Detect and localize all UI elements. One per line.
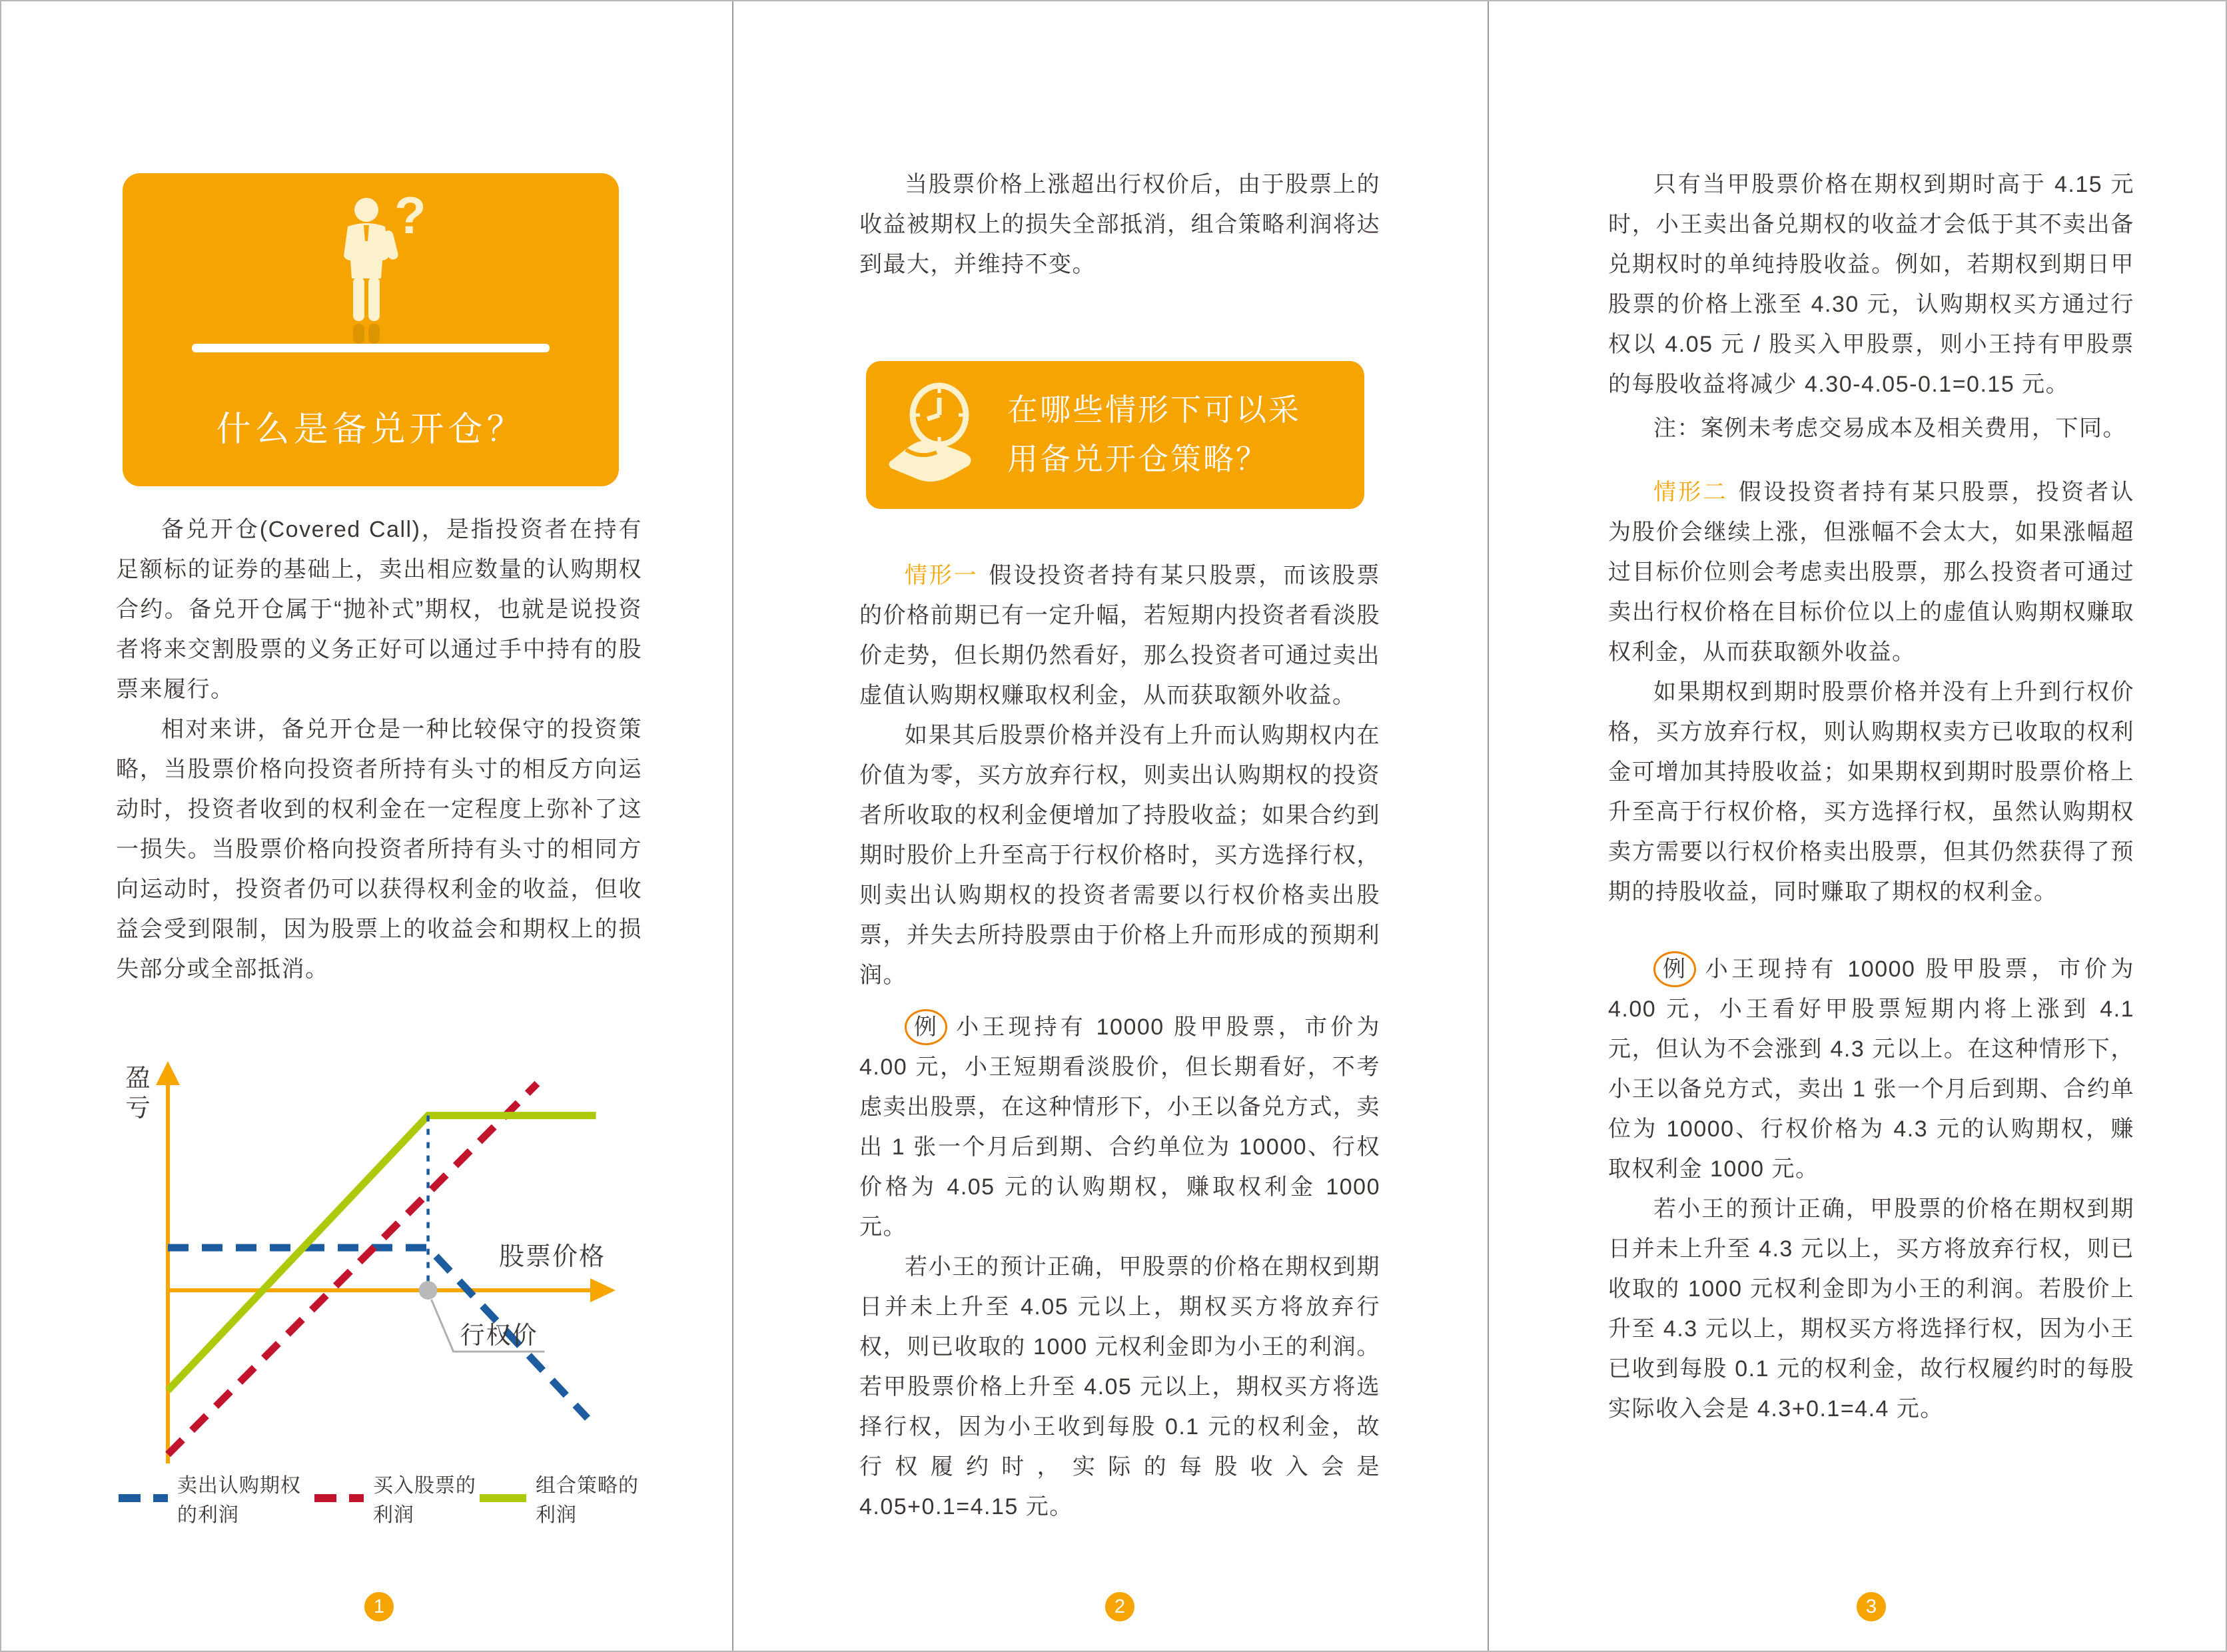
legend-swatch xyxy=(314,1494,364,1502)
legend-item xyxy=(119,1469,314,1527)
legend-label: 组合策略的利润 xyxy=(536,1475,640,1526)
when-to-use-card xyxy=(866,361,1364,509)
right-text-block xyxy=(1608,165,2134,1429)
legend-label: 买入股票的利润 xyxy=(372,1475,476,1526)
strike-point xyxy=(419,1281,438,1300)
x-axis-arrow xyxy=(590,1278,616,1302)
chart-legend xyxy=(119,1469,642,1527)
case-label: 情形二 xyxy=(1653,480,1728,505)
card-title xyxy=(1007,386,1301,484)
legend-item xyxy=(480,1469,642,1527)
legend-swatch xyxy=(119,1494,168,1502)
clock-hand-icon xyxy=(886,380,986,490)
left-text-block xyxy=(116,510,642,989)
paragraph xyxy=(1608,472,2134,672)
middle-top-text xyxy=(859,165,1380,284)
example-text: 小王现持有 10000 股甲股票，市价为 4.00 元，小王短期看淡股价，但长期看好，不考虑卖出股票，在这种情形下，小王以备兑方式，卖出 1 张一个月后到期、合约单位为 10000、行权价格为 4.05 元的认购期权，赚取权利金 1000 元。 xyxy=(859,1015,1380,1240)
page-number-badge: 2 xyxy=(1105,1592,1134,1621)
case-text: 假设投资者持有某只股票，投资者认为股价会继续上涨，但涨幅不会太大，如果涨幅超过目标价位则会考虑卖出股票，那么投资者可通过卖出行权价格在目标价位以上的虚值认购期权赚取权利金，从而获取额外收益。 xyxy=(1608,480,2134,665)
page-number-badge: 1 xyxy=(364,1592,394,1621)
paragraph: 当股票价格上涨超出行权价后，由于股票上的收益被期权上的损失全部抵消，组合策略利润将达到最大，并维持不变。 xyxy=(859,172,1380,277)
paragraph xyxy=(859,556,1380,715)
column-divider-left xyxy=(732,1,733,1651)
legend-swatch xyxy=(480,1494,526,1502)
strike-label: 行权价 xyxy=(460,1322,538,1349)
person-question-icon xyxy=(308,192,434,348)
card-title-line1: 在哪些情形下可以采 xyxy=(1007,392,1301,428)
payoff-plot xyxy=(116,1050,642,1465)
paragraph: 相对来讲，备兑开仓是一种比较保守的投资策略，当股票价格向投资者所持有头寸的相反方向运动时，投资者收到的权利金在一定程度上弥补了这一损失。当股票价格向投资者所持有头寸的相同方向运动时，投资者仍可以获得权利金的收益，但收益会受到限制，因为股票上的收益会和期权上的损失部分或全部抵消。 xyxy=(116,717,642,982)
example-badge: 例 xyxy=(905,1009,947,1045)
chart-x-axis-label: 股票价格 xyxy=(498,1243,606,1271)
case-text: 假设投资者持有某只股票，而该股票的价格前期已有一定升幅，若短期内投资者看淡股价走势，但长期仍然看好，那么投资者可通过卖出虚值认购期权赚取权利金，从而获取额外收益。 xyxy=(859,563,1381,708)
example-badge: 例 xyxy=(1653,951,1696,987)
paragraph xyxy=(1608,949,2134,1189)
example-text: 小王现持有 10000 股甲股票，市价为 4.00 元，小王看好甲股票短期内将上涨到 4.1 元，但认为不会涨到 4.3 元以上。在这种情形下，小王以备兑方式，卖出 1 张一个月后到期、合约单位为 10000、行权价格为 4.3 元的认购期权，赚取权利金 1000 元。 xyxy=(1608,957,2134,1182)
series-line xyxy=(168,1084,537,1455)
paragraph: 如果其后股票价格并没有上升而认购期权内在价值为零，买方放弃行权，则卖出认购期权的投资者所收取的权利金便增加了持股收益；如果合约到期时股价上升至高于行权价格时，买方选择行权，则卖出认购期权的投资者需要以行权价格卖出股票，并失去所持股票由于价格上升而形成的预期利润。 xyxy=(859,723,1380,988)
what-is-covered-call-card xyxy=(123,173,619,486)
column-divider-right xyxy=(1488,1,1489,1651)
payoff-chart xyxy=(116,1050,642,1526)
legend-label: 卖出认购期权的利润 xyxy=(177,1475,301,1526)
middle-text-block xyxy=(859,556,1380,1527)
note-text: 注：案例未考虑交易成本及相关费用，下同。 xyxy=(1653,416,2126,441)
svg-text:?: ? xyxy=(394,192,426,244)
paragraph: 若小王的预计正确，甲股票的价格在期权到期日并未上升至 4.3 元以上，买方将放弃行权，则已收取的 1000 元权利金即为小王的利润。若股价上升至 4.3 元以上，期权买方将选择行权，因为小王已收到每股 0.1 元的权利金，故行权履约时的每股实际收入会是 4.3+0.1=4.4 元。 xyxy=(1608,1196,2134,1422)
left-column xyxy=(116,1,642,1651)
y-axis-arrow xyxy=(156,1061,180,1085)
paragraph: 只有当甲股票价格在期权到期时高于 4.15 元时，小王卖出备兑期权的收益才会低于其不卖出备兑期权时的单纯持股收益。例如，若期权到期日甲股票的价格上涨至 4.30 元，认购期权买方通过行权以 4.05 元 / 股买入甲股票，则小王持有甲股票的每股收益将减少 4.30-4.05-0.1=0.15 元。 xyxy=(1608,172,2134,397)
card-title-line2: 用备兑开仓策略？ xyxy=(1007,442,1268,476)
case-label: 情形一 xyxy=(905,563,979,588)
paragraph: 若小王的预计正确，甲股票的价格在期权到期日并未上升至 4.05 元以上，期权买方将放弃行权，则已收取的 1000 元权利金即为小王的利润。若甲股票价格上升至 4.05 元以上，期权买方将选择行权，因为小王收到每股 0.1 元的权利金，故行权履约时，实际的每股收入会是 4.05+0.1=4.15 元。 xyxy=(859,1254,1380,1519)
card-title: 什么是备兑开仓？ xyxy=(216,410,526,449)
right-column xyxy=(1608,1,2134,1651)
chart-y-axis-label: 盈亏 xyxy=(125,1064,151,1122)
paragraph xyxy=(859,1007,1380,1247)
page-number-badge: 3 xyxy=(1857,1592,1886,1621)
middle-column xyxy=(859,1,1380,1651)
card-divider-bar xyxy=(192,344,549,352)
paragraph: 如果期权到期时股票价格并没有上升到行权价格，买方放弃行权，则认购期权卖方已收取的权利金可增加其持股收益；如果期权到期时股票价格上升至高于行权价格，买方选择行权，虽然认购期权卖方需要以行权价格卖出股票，但其仍然获得了预期的持股收益，同时赚取了期权的权利金。 xyxy=(1608,679,2134,905)
legend-item xyxy=(314,1469,480,1527)
paragraph: 备兑开仓(Covered Call)，是指投资者在持有足额标的证券的基础上，卖出相应数量的认购期权合约。备兑开仓属于“抛补式”期权，也就是说投资者将来交割股票的义务正好可以通过手中持有的股票来履行。 xyxy=(116,517,642,702)
